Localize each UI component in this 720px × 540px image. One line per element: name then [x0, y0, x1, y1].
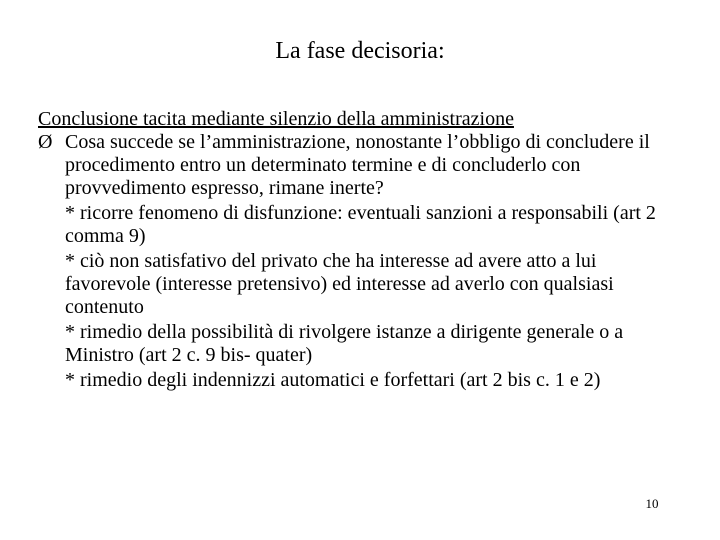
sub-item: * ciò non satisfativo del privato che ha interesse ad avere atto a lui favorevole (interesse pretensivo) ed interesse ad averlo con qualsiasi contenuto — [65, 250, 614, 318]
section-subheading: Conclusione tacita mediante silenzio della amministrazione — [38, 108, 514, 130]
sub-item: * rimedio degli indennizzi automatici e forfettari (art 2 bis c. 1 e 2) — [65, 369, 601, 391]
page-number: 10 — [645, 496, 659, 511]
sub-item: * rimedio della possibilità di rivolgere istanze a dirigente generale o a Ministro (art 2 c. 9 bis- quater) — [65, 321, 624, 366]
sub-item: * ricorre fenomeno di disfunzione: eventuali sanzioni a responsabili (art 2 comma 9) — [65, 202, 656, 247]
slide-title: La fase decisoria: — [275, 38, 445, 64]
bullet-item — [38, 131, 678, 392]
question-text: Cosa succede se l’amministrazione, nonostante l’obbligo di concludere il procedimento entro un determinato termine e di concluderlo con provvedimento espresso, rimane inerte? — [65, 131, 650, 199]
arrow-bullet-icon: Ø — [38, 131, 53, 153]
slide-content — [38, 108, 678, 392]
